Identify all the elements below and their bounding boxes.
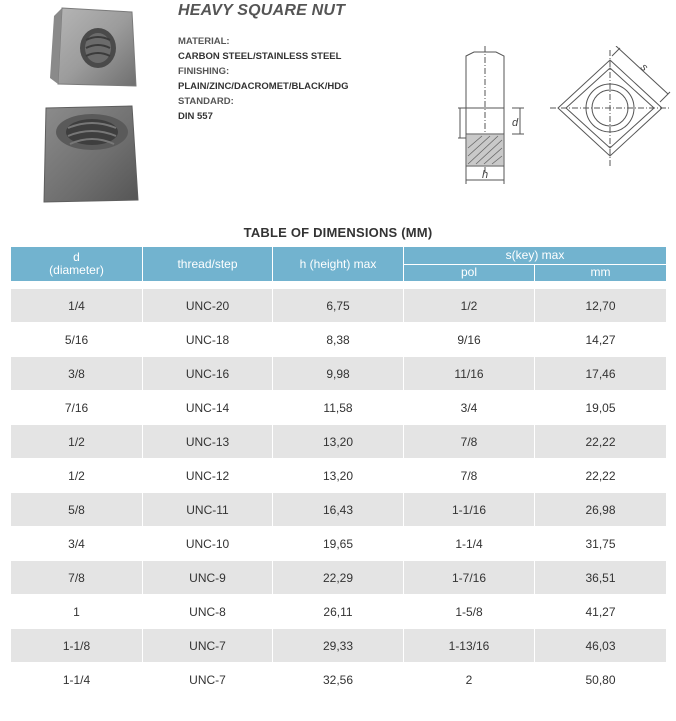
material-label: MATERIAL: [178,36,230,47]
cell-pol: 3/4 [404,391,535,425]
table-row [11,663,667,697]
cell-mm: 36,51 [535,561,667,595]
cell-pol: 1-1/4 [404,527,535,561]
finishing-value: PLAIN/ZINC/DACROMET/BLACK/HDG [178,81,349,92]
cell-pol: 2 [404,663,535,697]
cell-diameter: 1-1/4 [11,663,143,697]
cell-diameter: 7/16 [11,391,143,425]
cell-pol: 7/8 [404,459,535,493]
cell-diameter: 1/2 [11,425,143,459]
cell-mm: 14,27 [535,323,667,357]
cell-pol: 11/16 [404,357,535,391]
cell-diameter: 1 [11,595,143,629]
cell-mm: 31,75 [535,527,667,561]
drawing-label-d: d [512,117,519,129]
cell-height: 16,43 [273,493,404,527]
header-pol: pol [404,264,535,282]
table-row [11,459,667,493]
cell-thread: UNC-14 [143,391,273,425]
standard-value: DIN 557 [178,111,213,122]
cell-thread: UNC-7 [143,663,273,697]
cell-mm: 17,46 [535,357,667,391]
cell-mm: 12,70 [535,289,667,323]
table-title: TABLE OF DIMENSIONS (MM) [243,225,433,240]
cell-thread: UNC-10 [143,527,273,561]
table-row [11,527,667,561]
cell-thread: UNC-12 [143,459,273,493]
cell-height: 22,29 [273,561,404,595]
cell-thread: UNC-16 [143,357,273,391]
cell-thread: UNC-8 [143,595,273,629]
cell-mm: 19,05 [535,391,667,425]
cell-height: 11,58 [273,391,404,425]
cell-mm: 46,03 [535,629,667,663]
header-diameter [11,247,143,282]
table-row [11,357,667,391]
cell-diameter: 5/8 [11,493,143,527]
cell-mm: 50,80 [535,663,667,697]
product-info [178,2,408,124]
top-view-drawing [550,46,670,166]
cell-thread: UNC-9 [143,561,273,595]
cell-thread: UNC-11 [143,493,273,527]
cell-mm: 26,98 [535,493,667,527]
cell-thread: UNC-20 [143,289,273,323]
header-d-subtitle: (diameter) [49,263,104,277]
cell-height: 8,38 [273,323,404,357]
cell-diameter: 1/4 [11,289,143,323]
material-value: CARBON STEEL/STAINLESS STEEL [178,51,342,62]
table-row [11,629,667,663]
cell-height: 13,20 [273,459,404,493]
cell-diameter: 7/8 [11,561,143,595]
header-height: h (height) max [273,247,404,282]
cell-thread: UNC-18 [143,323,273,357]
cell-diameter: 3/4 [11,527,143,561]
cell-height: 9,98 [273,357,404,391]
table-row [11,391,667,425]
header-mm: mm [535,264,667,282]
table-row [11,425,667,459]
header-thread: thread/step [143,247,273,282]
cell-pol: 1-1/16 [404,493,535,527]
section-hatch [466,134,504,166]
standard-label: STANDARD: [178,96,234,107]
table-row [11,561,667,595]
cell-pol: 9/16 [404,323,535,357]
cell-diameter: 1-1/8 [11,629,143,663]
cell-diameter: 5/16 [11,323,143,357]
technical-drawing [440,46,676,196]
cell-diameter: 3/8 [11,357,143,391]
cell-height: 13,20 [273,425,404,459]
header-d: d [73,250,80,264]
cell-height: 6,75 [273,289,404,323]
header-key: s(key) max [404,247,667,265]
dimensions-table [10,246,667,697]
table-row [11,289,667,323]
nut-photo-side [44,106,138,202]
cell-height: 29,33 [273,629,404,663]
cell-mm: 41,27 [535,595,667,629]
cell-pol: 1-7/16 [404,561,535,595]
product-photo [40,4,140,206]
cell-height: 26,11 [273,595,404,629]
cell-pol: 1-13/16 [404,629,535,663]
cell-height: 19,65 [273,527,404,561]
drawing-label-s: s [637,61,651,74]
table-row [11,323,667,357]
cell-diameter: 1/2 [11,459,143,493]
table-row [11,595,667,629]
cell-pol: 1/2 [404,289,535,323]
table-row [11,493,667,527]
cell-thread: UNC-7 [143,629,273,663]
cell-height: 32,56 [273,663,404,697]
cell-pol: 1-5/8 [404,595,535,629]
cell-mm: 22,22 [535,425,667,459]
cell-thread: UNC-13 [143,425,273,459]
cell-pol: 7/8 [404,425,535,459]
cell-mm: 22,22 [535,459,667,493]
product-title: HEAVY SQUARE NUT [178,2,346,19]
finishing-label: FINISHING: [178,66,230,77]
drawing-label-h: h [482,169,489,181]
nut-photo-top [50,8,136,86]
